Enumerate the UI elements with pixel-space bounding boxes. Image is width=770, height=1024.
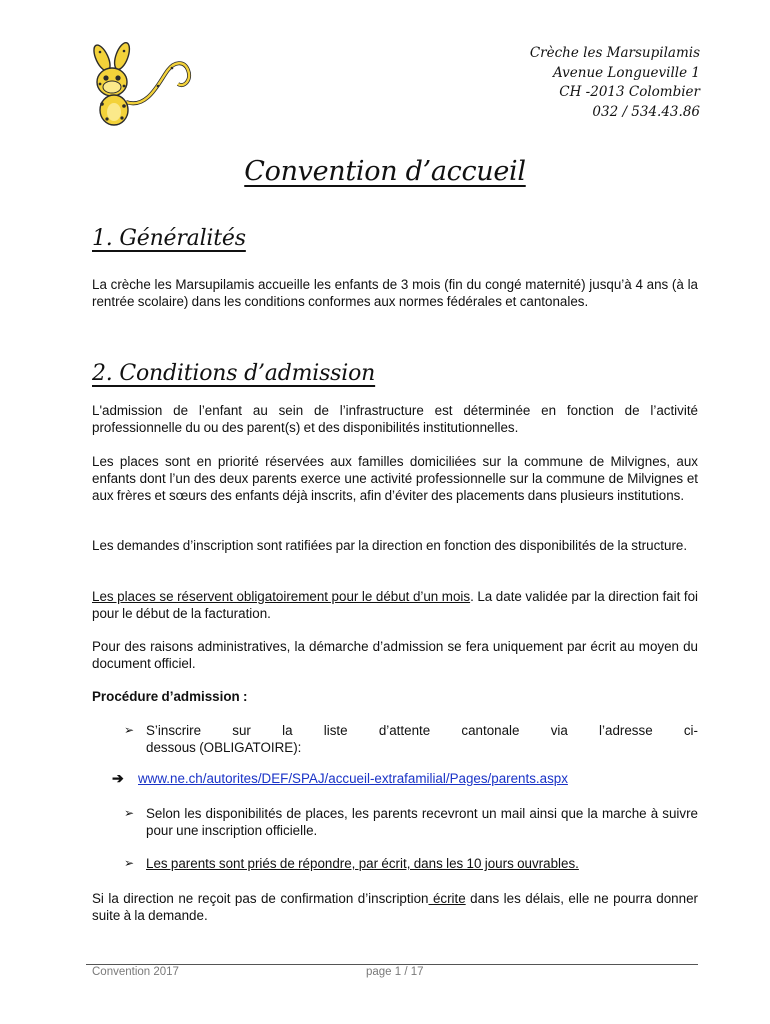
arrowhead-bullet-icon: ➢ (124, 856, 135, 870)
reservation-rest: . La date validée par la direction fait foi pour le début de la facturation. (92, 589, 698, 621)
footer-divider (86, 964, 698, 965)
closing-underlined: écrite (428, 891, 466, 906)
paragraph-reservation (92, 588, 698, 622)
right-arrow-icon: ➔ (112, 770, 124, 786)
word: sur (232, 723, 251, 738)
paragraph-intro: La crèche les Marsupilamis accueille les enfants de 3 mois (fin du congé maternité) jusqu’à 4 ans (à la rentrée scolaire) dans les conditions conformes aux normes fédérales et cantonales. (92, 277, 698, 309)
section-heading-generalites: 1. Généralités (92, 226, 246, 251)
bullet-item-reply (124, 855, 698, 872)
paragraph-priority: Les places sont en priorité réservées aux familles domiciliées sur la commune de Milvignes, aux enfants dont l’un des deux parents exerce une activité professionnelle sur la commune de Milvignes et aux frères et sœurs des enfants déjà inscrits, afin d’éviter des placements dans plusieurs institutions. (92, 454, 698, 503)
bullet-item-register (124, 722, 698, 756)
closing-before: Si la direction ne reçoit pas de confirmation d’inscription (92, 891, 429, 906)
arrowhead-bullet-icon: ➢ (124, 723, 135, 737)
closing-after: dans les délais, elle ne pourra donner suite à la demande. (92, 891, 698, 923)
arrowhead-bullet-icon: ➢ (124, 806, 135, 820)
word: liste (323, 723, 348, 738)
word: ci- (683, 723, 698, 738)
procedure-heading: Procédure d’admission : (92, 689, 248, 704)
address-line-street: Avenue Longueville 1 (552, 64, 700, 81)
footer-left: Convention 2017 (92, 966, 179, 978)
cantonal-waitlist-link[interactable]: www.ne.ch/autorites/DEF/SPAJ/accueil-extrafamilial/Pages/parents.aspx (138, 771, 568, 786)
marsupilami-logo (88, 40, 196, 130)
bullet-item-availability (124, 805, 698, 839)
bullet-reply-text: Les parents sont priés de répondre, par écrit, dans les 10 jours ouvrables. (146, 856, 579, 871)
bullet-availability-text: Selon les disponibilités de places, les parents recevront un mail ainsi que la marche à suivre pour une inscription officielle. (146, 806, 698, 838)
link-row (112, 770, 568, 787)
word: S’inscrire (146, 723, 202, 738)
word: d’attente (378, 723, 431, 738)
address-line-phone: 032 / 534.43.86 (592, 103, 700, 120)
address-line-city: CH -2013 Colombier (559, 84, 700, 100)
reservation-underlined: Les places se réservent obligatoirement pour le début d’un mois (92, 589, 471, 604)
paragraph-closing (92, 890, 698, 924)
bullet-register-line2: dessous (OBLIGATOIRE): (146, 740, 302, 755)
paragraph-admission: L'admission de l’enfant au sein de l’infrastructure est déterminée en fonction de l’activité professionnelle du ou des parent(s) et des disponibilités institutionnelles. (92, 403, 698, 435)
footer-page-number: page 1 / 17 (366, 966, 424, 978)
paragraph-requests: Les demandes d’inscription sont ratifiées par la direction en fonction des disponibilités de la structure. (92, 538, 688, 553)
paragraph-administrative: Pour des raisons administratives, la démarche d’admission se fera uniquement par écrit au moyen du document officiel. (92, 639, 698, 671)
word: l’adresse (599, 723, 653, 738)
document-title: Convention d’accueil (244, 156, 526, 187)
word: via (550, 723, 568, 738)
section-heading-conditions: 2. Conditions d’admission (92, 361, 376, 386)
bullet-register-line1 (146, 722, 698, 739)
address-line-name: Crèche les Marsupilamis (529, 45, 700, 61)
address-block (530, 44, 700, 122)
word: la (282, 723, 293, 738)
word: cantonale (461, 723, 520, 738)
